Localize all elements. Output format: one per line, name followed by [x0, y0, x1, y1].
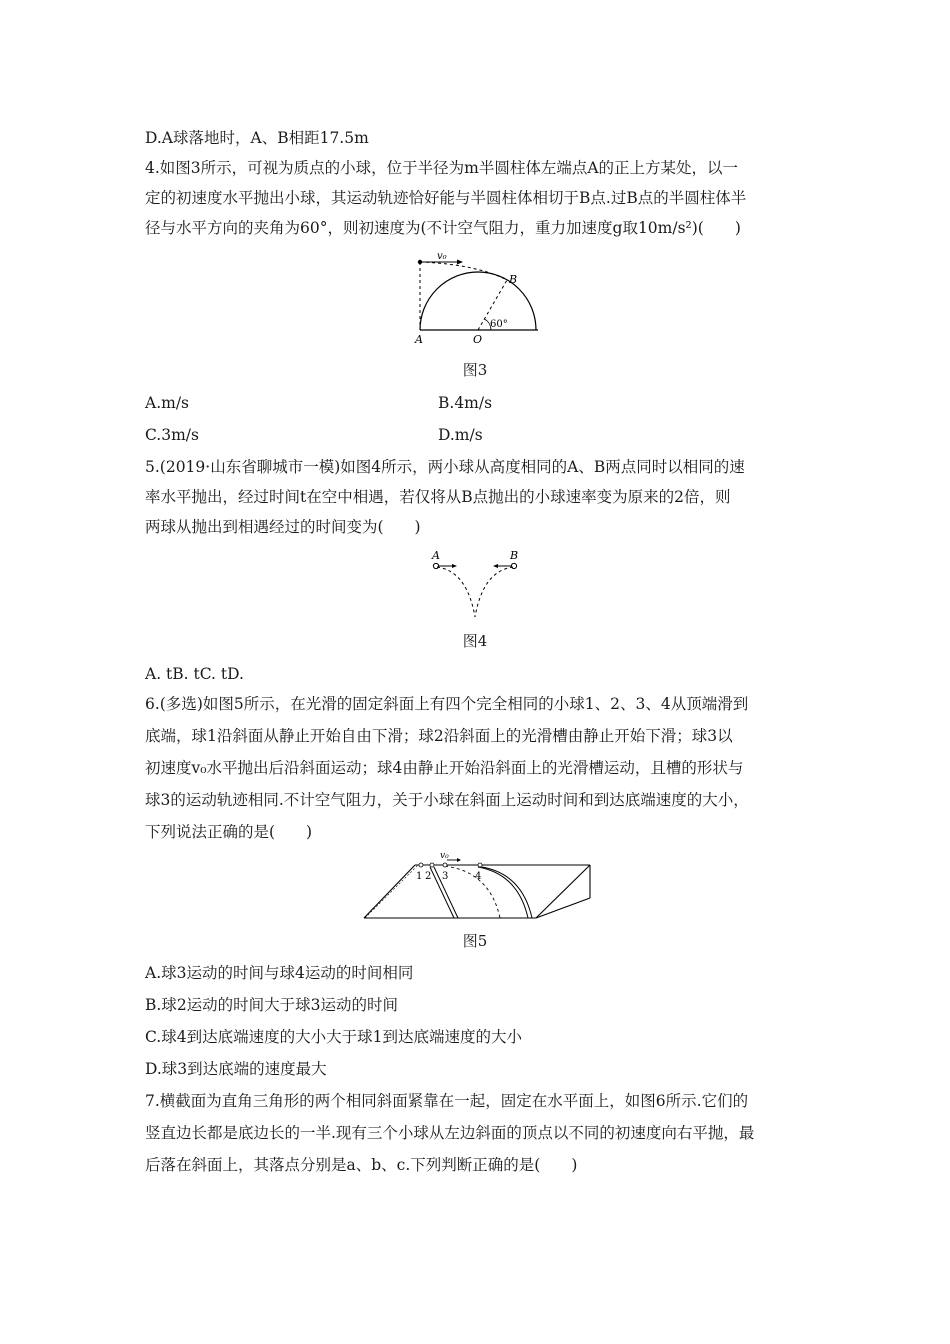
q5-line-3: 两球从抛出到相遇经过的时间变为( ) — [145, 518, 421, 536]
q7-line-1: 7.横截面为直角三角形的两个相同斜面紧靠在一起，固定在水平面上，如图6所示.它们的 — [145, 1092, 749, 1110]
q6-option-a: A.球3运动的时间与球4运动的时间相同 — [145, 964, 414, 982]
q5-line-1: 5.(2019·山东省聊城市一模)如图4所示，两小球从高度相同的A、B两点同时以相同的速 — [145, 458, 745, 476]
q4-option-a: A.m/s — [145, 394, 189, 412]
q6-line-5: 下列说法正确的是( ) — [145, 823, 313, 841]
fig4-label-a: A — [432, 549, 440, 562]
fig3-label-b: B — [509, 273, 518, 286]
q4-option-d: D.m/s — [438, 426, 483, 444]
fig5-ball-1: 1 — [416, 871, 423, 882]
q6-line-2: 底端，球1沿斜面从静止开始自由下滑；球2沿斜面上的光滑槽由静止开始下滑；球3以 — [145, 727, 733, 745]
q4-option-b: B.4m/s — [438, 394, 493, 412]
q6-line-4: 球3的运动轨迹相同.不计空气阻力，关于小球在斜面上运动时间和到达底端速度的大小， — [145, 791, 749, 809]
figure-5-caption: 图5 — [462, 932, 488, 950]
fig3-v0-label: v₀ — [437, 251, 447, 262]
q6-option-b: B.球2运动的时间大于球3运动的时间 — [145, 996, 399, 1014]
fig5-v0-label: v₀ — [440, 851, 449, 861]
fig3-label-o: O — [473, 333, 483, 345]
q4-line-1: 4.如图3所示，可视为质点的小球，位于半径为m半圆柱体左端点A的正上方某处，以一 — [145, 159, 739, 177]
figure-4-caption: 图4 — [462, 632, 488, 650]
q6-option-c: C.球4到达底端速度的大小大于球1到达底端速度的大小 — [145, 1028, 522, 1046]
figure-5-incline — [360, 850, 600, 922]
figure-4-two-balls — [425, 547, 525, 622]
q7-line-3: 后落在斜面上，其落点分别是a、b、c.下列判断正确的是( ) — [145, 1156, 578, 1174]
q7-line-2: 竖直边长都是底边长的一半.现有三个小球从左边斜面的顶点以不同的初速度向右平抛，最 — [145, 1124, 755, 1142]
prev-option-d: D.A球落地时，A、B相距17.5m — [145, 129, 369, 147]
q6-line-3: 初速度v₀水平抛出后沿斜面运动；球4由静止开始沿斜面上的光滑槽运动，且槽的形状与 — [145, 759, 744, 777]
q4-option-c: C.3m/s — [145, 426, 199, 444]
fig5-ball-3: 3 — [442, 871, 449, 882]
q5-options: A. tB. tC. tD. — [145, 665, 244, 683]
fig4-label-b: B — [510, 549, 519, 562]
q4-line-3: 径与水平方向的夹角为60°，则初速度为(不计空气阻力，重力加速度g取10m/s²)( ) — [145, 219, 741, 237]
q5-line-2: 率水平抛出，经过时间t在空中相遇，若仅将从B点抛出的小球速率变为原来的2倍，则 — [145, 488, 731, 506]
fig5-ball-2: 2 — [425, 871, 432, 882]
q6-option-d: D.球3到达底端的速度最大 — [145, 1060, 327, 1078]
fig5-ball-4: 4 — [475, 871, 482, 882]
figure-3-caption: 图3 — [462, 361, 488, 379]
fig3-label-a: A — [415, 333, 423, 345]
fig3-angle-label: 60° — [490, 319, 508, 330]
q6-line-1: 6.(多选)如图5所示，在光滑的固定斜面上有四个完全相同的小球1、2、3、4从顶端滑到 — [145, 695, 749, 713]
q4-line-2: 定的初速度水平抛出小球，其运动轨迹恰好能与半圆柱体相切于B点.过B点的半圆柱体半 — [145, 189, 747, 207]
figure-3-semicircle — [405, 250, 550, 345]
